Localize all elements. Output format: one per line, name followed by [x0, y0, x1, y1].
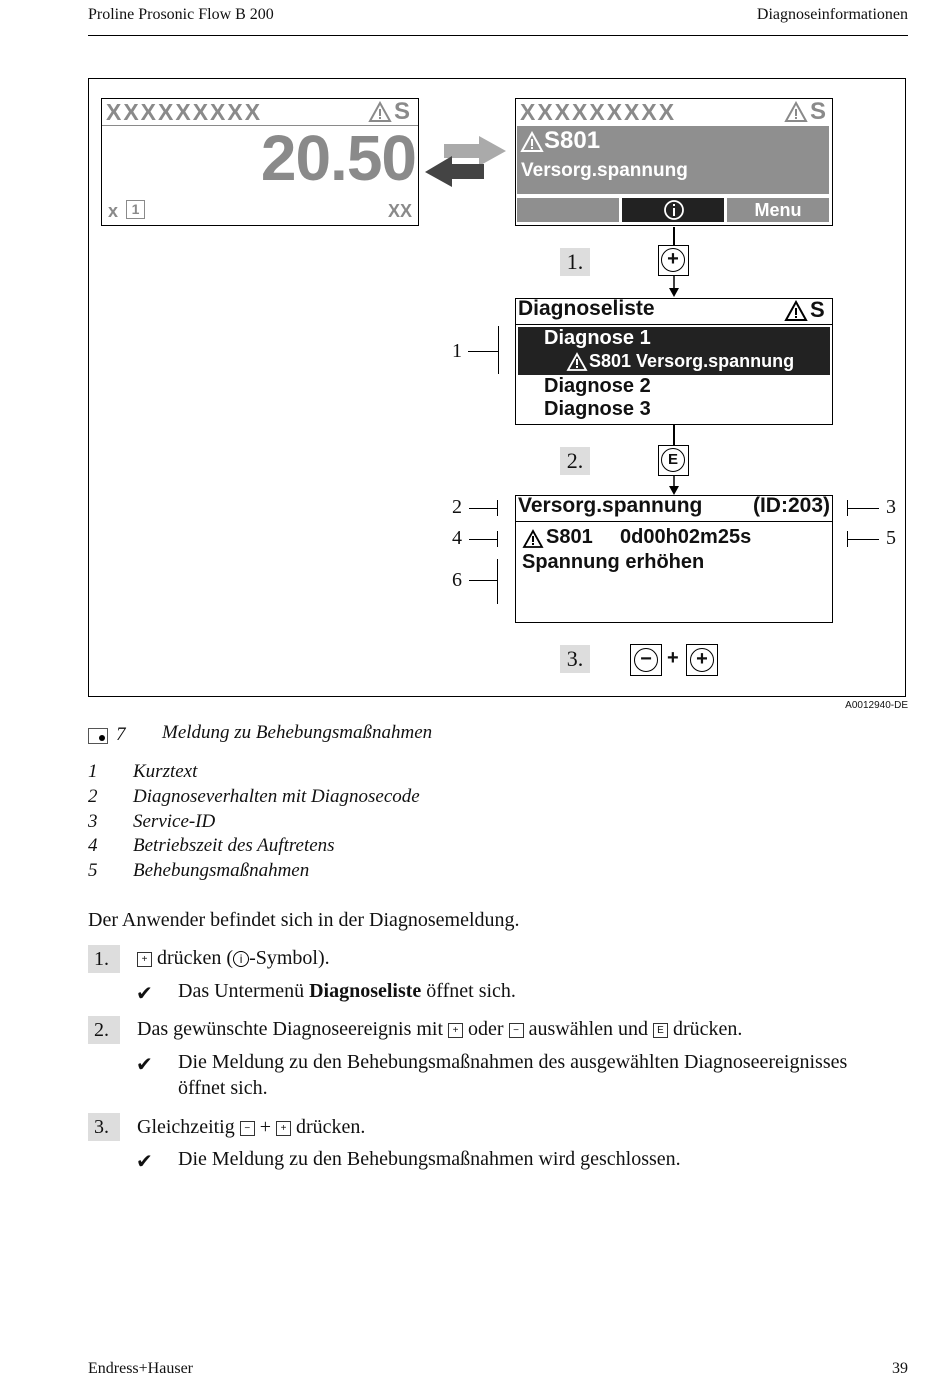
- procedure-step-number: 1.: [88, 945, 120, 973]
- remedy-display: [515, 495, 833, 623]
- down-arrow-icon: [667, 476, 681, 496]
- step-text: drücken.: [296, 1116, 366, 1138]
- title-rule: [516, 521, 832, 522]
- callout-line: [469, 508, 497, 509]
- callout-4: 4: [452, 527, 462, 549]
- warning-icon: [520, 131, 544, 153]
- minus-key-icon: −: [240, 1121, 255, 1136]
- figure-icon: [88, 728, 108, 744]
- diagnosis-list-item[interactable]: Diagnose 3: [544, 398, 651, 420]
- callout-bracket: [497, 559, 498, 604]
- callout-line: [847, 539, 879, 540]
- display-header-placeholder: XXXXXXXXX: [106, 99, 263, 125]
- header-rule: [88, 35, 908, 36]
- callout-line: [468, 351, 498, 352]
- plus-key: [658, 245, 689, 276]
- callout-5: 5: [886, 527, 896, 549]
- intro-text: Der Anwender befindet sich in der Diagnosemeldung.: [88, 909, 520, 931]
- callout-line: [469, 580, 497, 581]
- plus-icon: +: [690, 648, 714, 672]
- result-check-icon: ✔: [136, 1054, 153, 1076]
- info-softkey[interactable]: [622, 198, 724, 222]
- status-signal: S: [810, 98, 827, 125]
- legend-text: Kurztext: [133, 761, 198, 782]
- step-text: Das gewünschte Diagnoseereignis mit: [137, 1018, 444, 1040]
- step-label-3: 3.: [560, 645, 590, 673]
- measured-value-display: [101, 98, 419, 226]
- result-check-icon: ✔: [136, 983, 153, 1005]
- remedy-text: Spannung erhöhen: [522, 551, 705, 573]
- legend-number: 2: [88, 786, 98, 807]
- title-rule: [516, 324, 832, 325]
- key-combination-plus: +: [667, 647, 679, 669]
- diagnosis-item-detail: S801 Versorg.spannung: [589, 351, 795, 371]
- plus-key-icon: +: [137, 952, 152, 967]
- result-text: öffnet sich.: [421, 980, 516, 1002]
- unit-placeholder: XX: [387, 201, 412, 221]
- enter-icon: E: [661, 448, 685, 472]
- result-text: Das Untermenü: [178, 980, 310, 1002]
- step-text: drücken (: [157, 947, 234, 969]
- message-banner: [517, 126, 829, 194]
- step-text: oder: [468, 1018, 504, 1040]
- warning-icon: [368, 101, 392, 123]
- enter-key: [658, 445, 689, 476]
- diagnosis-short-text: Versorg.spannung: [521, 160, 688, 181]
- legend-number: 5: [88, 860, 98, 881]
- step-text: Gleichzeitig: [137, 1116, 235, 1138]
- measured-value: 20.50: [260, 122, 416, 194]
- diagnosis-list-item[interactable]: Diagnose 2: [544, 375, 651, 397]
- footer-brand: Endress+Hauser: [88, 1360, 193, 1377]
- channel-prefix: x: [108, 201, 119, 221]
- figure-code: A0012940-DE: [845, 700, 908, 711]
- procedure-step-2: [137, 1018, 742, 1041]
- diagnosis-code: S801: [544, 127, 601, 154]
- enter-key-icon: E: [653, 1023, 668, 1038]
- legend-text: Betriebszeit des Auftretens: [133, 835, 335, 856]
- diagnosis-list-title: Diagnoseliste: [518, 297, 655, 320]
- procedure-result-1: [178, 980, 516, 1003]
- legend-text: Service-ID: [133, 811, 216, 832]
- procedure-step-number: 2.: [88, 1016, 120, 1044]
- menu-name: Diagnoseliste: [309, 980, 422, 1002]
- status-signal: S: [394, 98, 411, 125]
- plus-key-icon: +: [276, 1121, 291, 1136]
- remedy-title: Versorg.spannung: [518, 494, 703, 517]
- callout-2: 2: [452, 496, 462, 518]
- warning-icon: [784, 101, 808, 123]
- page-number: 39: [892, 1360, 908, 1377]
- operating-time: 0d00h02m25s: [620, 526, 752, 548]
- plus-key-icon: +: [448, 1023, 463, 1038]
- down-arrow-icon: [667, 276, 681, 298]
- callout-line: [469, 539, 497, 540]
- diagnosis-list-item-selected[interactable]: [518, 327, 830, 375]
- plus-sign: +: [259, 1116, 272, 1138]
- plus-key: [686, 644, 718, 676]
- diagnosis-item-label: Diagnose 1: [544, 327, 651, 349]
- header-title: Proline Prosonic Flow B 200: [88, 6, 274, 23]
- step-text: auswählen und: [528, 1018, 649, 1040]
- menu-softkey[interactable]: Menu: [727, 198, 829, 222]
- plus-icon: +: [661, 248, 685, 272]
- step-text: drücken.: [673, 1018, 743, 1040]
- switch-arrows-icon: [424, 134, 509, 189]
- procedure-result-2-line2: öffnet sich.: [178, 1077, 268, 1099]
- figure-caption: Meldung zu Behebungsmaßnahmen: [162, 722, 433, 743]
- result-check-icon: ✔: [136, 1151, 153, 1173]
- legend-number: 3: [88, 811, 98, 832]
- callout-tick: [847, 531, 848, 547]
- legend-text: Diagnoseverhalten mit Diagnosecode: [133, 786, 420, 807]
- header-section: Diagnoseinformationen: [756, 6, 908, 23]
- diagnosis-list-display: [515, 298, 833, 425]
- procedure-step-number: 3.: [88, 1113, 120, 1141]
- warning-icon: [784, 300, 808, 322]
- step-text: -Symbol).: [249, 947, 330, 969]
- flow-line: [673, 227, 675, 245]
- service-id: (ID:203): [752, 494, 830, 517]
- callout-1: 1: [452, 340, 462, 362]
- procedure-step-1: [137, 947, 330, 970]
- info-icon: [663, 199, 685, 221]
- softkey-left[interactable]: [517, 198, 619, 222]
- procedure-step-3: [137, 1116, 365, 1139]
- display-header-placeholder: XXXXXXXXX: [520, 99, 677, 125]
- legend-number: 1: [88, 761, 98, 782]
- callout-3: 3: [886, 496, 896, 518]
- diagnosis-code: S801: [546, 526, 593, 548]
- callout-bracket: [498, 326, 499, 374]
- flow-line: [673, 425, 675, 445]
- callout-line: [847, 508, 879, 509]
- legend-text: Behebungsmaßnahmen: [133, 860, 310, 881]
- minus-key: [630, 644, 662, 676]
- minus-icon: −: [634, 648, 658, 672]
- procedure-result-2-line1: Die Meldung zu den Behebungsmaßnahmen des ausgewählten Diagnoseereignisses: [178, 1051, 848, 1073]
- step-label-2: 2.: [560, 447, 590, 475]
- info-icon: i: [233, 951, 249, 967]
- diagnosis-display: [515, 98, 833, 226]
- figure-number: 7: [116, 724, 126, 745]
- warning-icon: [566, 352, 588, 372]
- legend-number: 4: [88, 835, 98, 856]
- figure-frame: [88, 78, 906, 697]
- callout-6: 6: [452, 569, 462, 591]
- procedure-result-3: Die Meldung zu den Behebungsmaßnahmen wird geschlossen.: [178, 1148, 681, 1170]
- callout-tick: [847, 500, 848, 516]
- channel-number: 1: [126, 200, 145, 219]
- warning-icon: [522, 529, 544, 549]
- callout-tick: [497, 500, 498, 516]
- status-signal: S: [810, 297, 825, 322]
- step-label-1: 1.: [560, 248, 590, 276]
- minus-key-icon: −: [509, 1023, 524, 1038]
- callout-tick: [497, 531, 498, 547]
